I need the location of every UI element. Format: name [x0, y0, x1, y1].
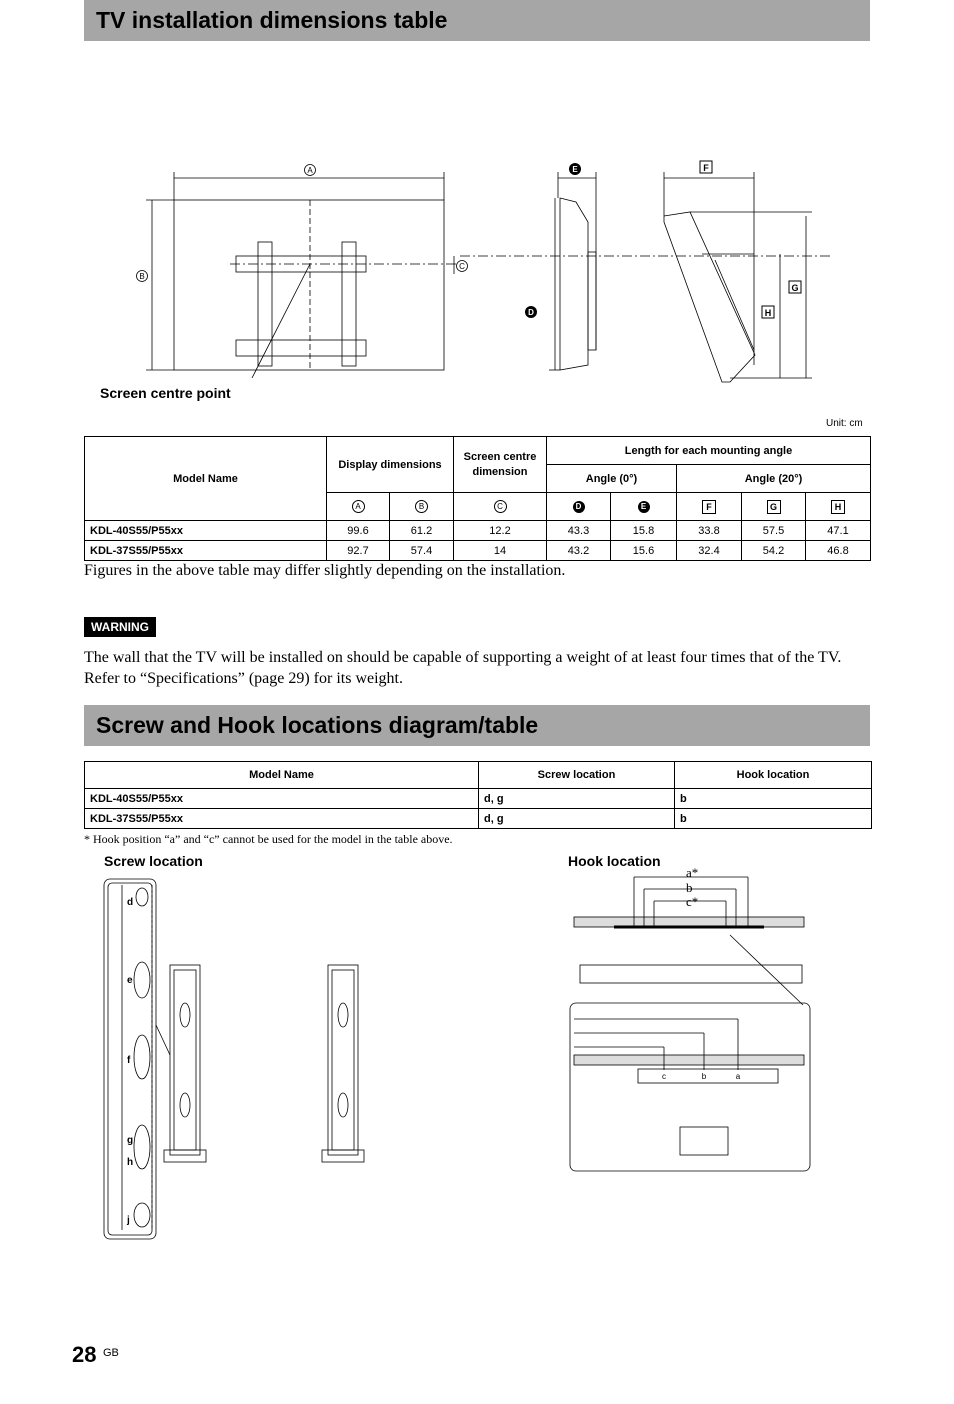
warning-text: The wall that the TV will be installed on should be capable of supporting a weight of at least four times that of the TV. Refer to “Specifications” (page 29) for its weight.: [84, 649, 842, 687]
sub-a-text: A: [352, 500, 365, 513]
screw-letter-d: d: [127, 897, 134, 908]
label-e: E: [572, 165, 578, 174]
screw-location-label: Screw location: [104, 853, 203, 869]
cell: 54.2: [742, 541, 806, 561]
sub-d-text: D: [573, 501, 585, 513]
cell: 61.2: [390, 521, 454, 541]
unit-label: Unit: cm: [826, 418, 863, 429]
row-model: KDL-37S55/P55xx: [85, 541, 327, 561]
header-screen-centre-line2: dimension: [472, 465, 528, 478]
slot-letter-a: a: [735, 1072, 741, 1081]
cell: 43.2: [547, 541, 611, 561]
screw-letter-j: j: [127, 1215, 130, 1226]
header-angle-20: Angle (20°): [677, 465, 871, 493]
hook-letter-b: b: [686, 880, 693, 895]
sub-c-text: C: [494, 500, 507, 513]
cell: d, g: [479, 809, 675, 829]
sub-c: [454, 493, 547, 521]
section-header-screw-hook: [84, 705, 870, 746]
cell: 14: [454, 541, 547, 561]
warning-badge: WARNING: [84, 617, 156, 637]
label-a: A: [307, 166, 313, 175]
section-title: TV installation dimensions table: [96, 7, 448, 33]
sub-e: [611, 493, 677, 521]
slot-letter-c: c: [662, 1072, 666, 1081]
sub-e-text: E: [638, 501, 650, 513]
section-title: Screw and Hook locations diagram/table: [96, 712, 539, 738]
tv-dimensions-diagram: [130, 150, 850, 385]
header-length: Length for each mounting angle: [547, 437, 871, 465]
hook-letter-a: a*: [686, 865, 699, 880]
section-header-dimensions: [84, 0, 870, 41]
table-row: [85, 541, 871, 561]
page-number: 28: [72, 1342, 97, 1367]
header-angle-0: Angle (0°): [547, 465, 677, 493]
screen-centre-label: Screen centre point: [100, 385, 231, 401]
cell: 15.6: [611, 541, 677, 561]
cell: b: [675, 809, 872, 829]
cell: 33.8: [677, 521, 742, 541]
hook-letter-c: c*: [686, 894, 699, 909]
screw-letter-h: h: [127, 1157, 134, 1168]
dimensions-table: [84, 436, 871, 561]
label-g: G: [791, 283, 799, 293]
cell: 99.6: [327, 521, 390, 541]
header-model-name: Model Name: [85, 762, 479, 789]
sub-h: [806, 493, 871, 521]
sub-f: [677, 493, 742, 521]
cell: 57.5: [742, 521, 806, 541]
hook-location-label: Hook location: [568, 853, 661, 869]
screw-hook-table: [84, 761, 872, 829]
sub-b-text: B: [415, 500, 428, 513]
label-h: H: [764, 308, 772, 318]
header-display-dimensions: Display dimensions: [327, 437, 454, 493]
cell: 15.8: [611, 521, 677, 541]
cell: 47.1: [806, 521, 871, 541]
sub-f-text: F: [702, 500, 716, 514]
cell: b: [675, 789, 872, 809]
header-screen-centre-line1: Screen centre: [463, 450, 537, 463]
label-c: C: [459, 262, 465, 271]
row-model: KDL-40S55/P55xx: [85, 521, 327, 541]
cell: d, g: [479, 789, 675, 809]
table-row: [85, 809, 872, 829]
page-suffix: GB: [103, 1347, 119, 1359]
header-hook-location: Hook location: [675, 762, 872, 789]
cell: 46.8: [806, 541, 871, 561]
sub-b: [390, 493, 454, 521]
sub-g: [742, 493, 806, 521]
footnote: * Hook position “a” and “c” cannot be used for the model in the table above.: [84, 832, 453, 846]
label-f: F: [703, 163, 709, 173]
cell: 57.4: [390, 541, 454, 561]
header-model-name: Model Name: [85, 437, 327, 521]
hook-location-diagram: [568, 865, 813, 1175]
screw-letter-g: g: [127, 1135, 134, 1146]
table-note: Figures in the above table may differ slightly depending on the installation.: [84, 562, 566, 579]
label-d: D: [528, 308, 534, 317]
cell: 92.7: [327, 541, 390, 561]
sub-h-text: H: [831, 500, 845, 514]
screw-location-diagram: [100, 875, 380, 1245]
screw-letter-e: e: [127, 975, 133, 986]
cell: 32.4: [677, 541, 742, 561]
cell: 12.2: [454, 521, 547, 541]
header-screw-location: Screw location: [479, 762, 675, 789]
screw-letter-f: f: [127, 1055, 131, 1066]
label-b: B: [139, 272, 145, 281]
cell: KDL-37S55/P55xx: [85, 809, 479, 829]
sub-a: [327, 493, 390, 521]
slot-letter-b: b: [701, 1072, 707, 1081]
table-row: [85, 789, 872, 809]
sub-g-text: G: [767, 500, 781, 514]
table-row: [85, 521, 871, 541]
sub-d: [547, 493, 611, 521]
cell: 43.3: [547, 521, 611, 541]
header-screen-centre: [454, 437, 547, 493]
cell: KDL-40S55/P55xx: [85, 789, 479, 809]
